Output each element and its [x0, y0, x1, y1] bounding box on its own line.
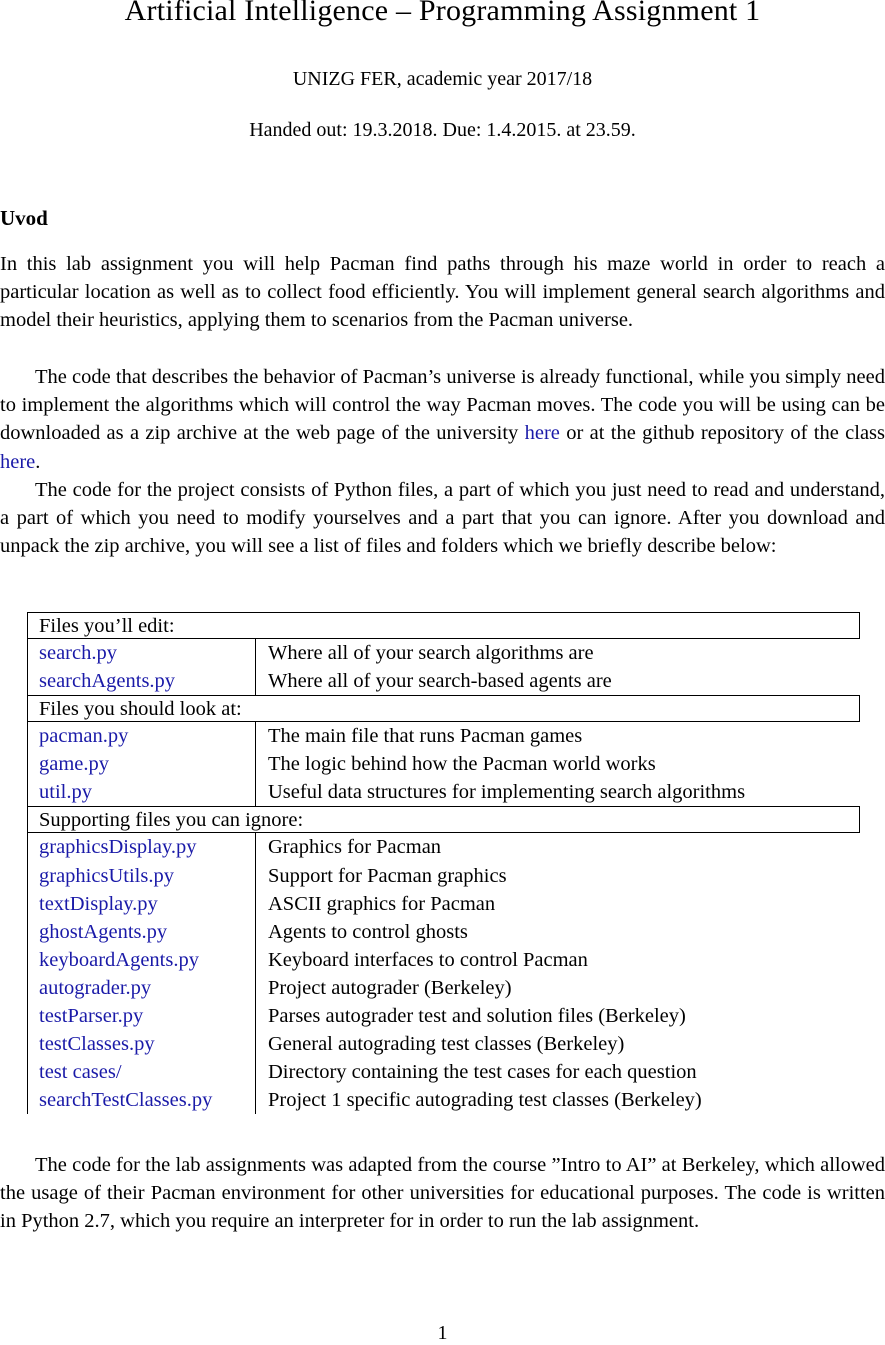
- table-row: [27, 918, 860, 946]
- table-row: [27, 1002, 860, 1030]
- file-description: Project autograder (Berkeley): [268, 976, 512, 999]
- page-number: 1: [437, 1322, 448, 1344]
- table-row: [27, 946, 860, 974]
- file-link[interactable]: search.py: [27, 639, 256, 667]
- files-group-header: Files you should look at:: [27, 695, 860, 722]
- file-description: Where all of your search algorithms are: [268, 642, 594, 664]
- paragraph-files-intro: The code for the project consists of Python files, a part of which you just need to read and understand, a part of which you need to modify yourselves and a part that you can ignore. After you download and unpack the zip archive, you will see a list of files and folders which we briefly describe below:: [0, 479, 885, 558]
- file-link[interactable]: testClasses.py: [27, 1030, 256, 1058]
- table-row: [27, 750, 860, 778]
- file-description: Graphics for Pacman: [268, 836, 442, 859]
- table-row: [27, 974, 860, 1002]
- file-link[interactable]: util.py: [27, 778, 256, 806]
- file-description: Directory containing the test cases for each question: [268, 1061, 697, 1084]
- document-title: Artificial Intelligence – Programming Assignment 1: [124, 0, 761, 27]
- files-table: [27, 612, 860, 1114]
- table-row: [27, 667, 860, 695]
- file-description: Agents to control ghosts: [268, 920, 468, 943]
- file-link[interactable]: pacman.py: [27, 722, 256, 750]
- file-link[interactable]: graphicsDisplay.py: [27, 833, 256, 861]
- file-link[interactable]: keyboardAgents.py: [27, 946, 256, 974]
- file-link[interactable]: autograder.py: [27, 974, 256, 1002]
- section-heading: Uvod: [0, 206, 48, 230]
- table-row: [27, 1030, 860, 1058]
- paragraph-text: or at the github repository of the class: [559, 422, 885, 445]
- file-link[interactable]: game.py: [27, 750, 256, 778]
- file-link[interactable]: textDisplay.py: [27, 890, 256, 918]
- table-row: [27, 862, 860, 890]
- file-link[interactable]: test cases/: [27, 1058, 256, 1086]
- paragraph-berkeley-credit: The code for the lab assignments was adapted from the course ”Intro to AI” at Berkeley, which allowed the usage of their Pacman environment for other universities for educational purposes. The code is written in Python 2.7, which you require an interpreter for in order to run the lab assignment.: [0, 1154, 885, 1233]
- file-description: Where all of your search-based agents are: [268, 670, 612, 693]
- file-link[interactable]: searchAgents.py: [27, 667, 256, 695]
- file-description: Support for Pacman graphics: [268, 864, 507, 887]
- github-link[interactable]: here: [0, 450, 36, 473]
- files-group-header: Files you’ll edit:: [27, 612, 860, 639]
- table-row: [27, 1058, 860, 1086]
- paragraph-code-description: [0, 363, 885, 476]
- table-row: [27, 639, 860, 667]
- file-description: The main file that runs Pacman games: [268, 725, 583, 748]
- file-link[interactable]: graphicsUtils.py: [27, 862, 256, 890]
- table-row: [27, 833, 860, 861]
- file-description: Parses autograder test and solution files (Berkeley): [268, 1005, 686, 1028]
- files-group-header: Supporting files you can ignore:: [27, 806, 860, 833]
- file-description: Useful data structures for implementing search algorithms: [268, 781, 746, 804]
- table-row: [27, 722, 860, 750]
- table-row: [27, 778, 860, 806]
- file-link[interactable]: ghostAgents.py: [27, 918, 256, 946]
- document-dates: Handed out: 19.3.2018. Due: 1.4.2015. at 23.59.: [249, 119, 636, 141]
- paragraph-text: The code that describes the behavior of Pacman’s universe is already functional, while you simply need to implement the algorithms which will control the way Pacman moves. The code you will be using can be downloaded as a zip archive at the web page of the university: [0, 366, 885, 445]
- file-link[interactable]: searchTestClasses.py: [27, 1086, 256, 1114]
- paragraph-text: .: [35, 450, 41, 473]
- document-subtitle: UNIZG FER, academic year 2017/18: [292, 68, 593, 90]
- paragraph-intro: In this lab assignment you will help Pacman find paths through his maze world in order to reach a particular location as well as to collect food efficiently. You will implement general search algorithms and model their heuristics, applying them to scenarios from the Pacman universe.: [0, 253, 885, 332]
- file-description: ASCII graphics for Pacman: [268, 892, 496, 915]
- table-row: [27, 890, 860, 918]
- file-description: Project 1 specific autograding test classes (Berkeley): [268, 1089, 702, 1112]
- university-link[interactable]: here: [524, 422, 560, 445]
- file-description: Keyboard interfaces to control Pacman: [268, 948, 588, 971]
- table-row: [27, 1086, 860, 1114]
- file-description: The logic behind how the Pacman world works: [268, 753, 656, 776]
- file-description: General autograding test classes (Berkeley): [268, 1033, 625, 1056]
- file-link[interactable]: testParser.py: [27, 1002, 256, 1030]
